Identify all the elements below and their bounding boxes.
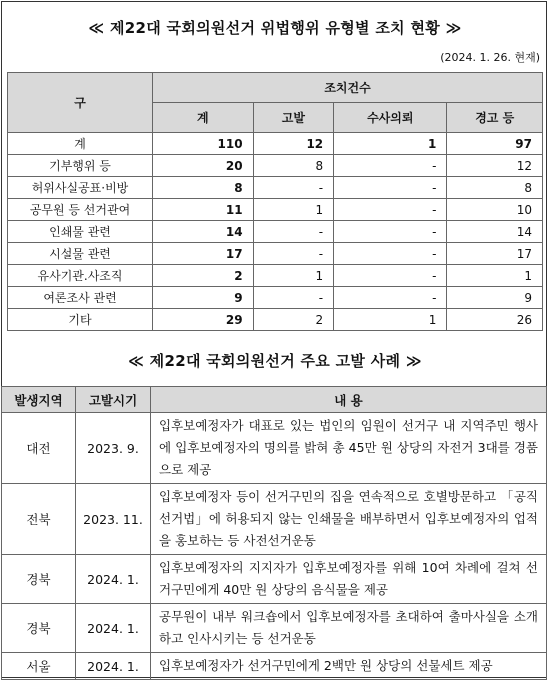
case-region: 전북 — [2, 484, 76, 555]
summary-title: ≪ 제22대 국회의원선거 위법행위 유형별 조치 현황 ≫ — [88, 19, 462, 37]
row-category: 공무원 등 선거관여 — [8, 199, 153, 221]
row-investigation: - — [334, 177, 447, 199]
row-investigation: - — [334, 243, 447, 265]
row-complaint: 1 — [253, 199, 334, 221]
summary-row — [8, 309, 543, 331]
row-category: 시설물 관련 — [8, 243, 153, 265]
row-category: 여론조사 관련 — [8, 287, 153, 309]
summary-row — [8, 155, 543, 177]
row-total: 2 — [153, 265, 254, 287]
case-when: 2024. 1. — [76, 653, 151, 680]
row-investigation: 1 — [334, 309, 447, 331]
row-complaint: 12 — [253, 133, 334, 155]
row-total: 11 — [153, 199, 254, 221]
row-investigation: - — [334, 287, 447, 309]
case-row — [2, 604, 547, 653]
row-warning: 12 — [447, 155, 543, 177]
case-region: 대전 — [2, 413, 76, 484]
case-when: 2023. 9. — [76, 413, 151, 484]
row-total: 29 — [153, 309, 254, 331]
row-complaint: 2 — [253, 309, 334, 331]
col-region: 발생지역 — [2, 387, 76, 413]
row-complaint: 1 — [253, 265, 334, 287]
row-warning: 9 — [447, 287, 543, 309]
col-warning: 경고 등 — [447, 103, 543, 133]
row-category: 인쇄물 관련 — [8, 221, 153, 243]
row-complaint: - — [253, 287, 334, 309]
row-total: 20 — [153, 155, 254, 177]
row-total: 110 — [153, 133, 254, 155]
col-total: 계 — [153, 103, 254, 133]
row-total: 17 — [153, 243, 254, 265]
case-when: 2023. 11. — [76, 484, 151, 555]
summary-row — [8, 287, 543, 309]
summary-row — [8, 199, 543, 221]
case-content: 입후보예정자가 대표로 있는 법인의 임원이 선거구 내 지역주민 행사에 입후보예정자의 명의를 밝혀 총 45만 원 상당의 자전거 3대를 경품으로 제공 — [151, 413, 547, 484]
row-complaint: - — [253, 243, 334, 265]
row-investigation: - — [334, 221, 447, 243]
row-category: 허위사실공표·비방 — [8, 177, 153, 199]
case-region: 서울 — [2, 653, 76, 680]
col-investigation: 수사의뢰 — [334, 103, 447, 133]
row-warning: 8 — [447, 177, 543, 199]
row-category: 기부행위 등 — [8, 155, 153, 177]
row-investigation: - — [334, 265, 447, 287]
cases-title: ≪ 제22대 국회의원선거 주요 고발 사례 ≫ — [128, 352, 422, 370]
summary-row — [8, 177, 543, 199]
case-region: 경북 — [2, 555, 76, 604]
row-warning: 17 — [447, 243, 543, 265]
row-investigation: 1 — [334, 133, 447, 155]
row-total: 14 — [153, 221, 254, 243]
summary-row — [8, 221, 543, 243]
case-region: 경북 — [2, 604, 76, 653]
row-warning: 26 — [447, 309, 543, 331]
case-when: 2024. 1. — [76, 555, 151, 604]
col-when: 고발시기 — [76, 387, 151, 413]
row-total: 8 — [153, 177, 254, 199]
summary-table — [7, 72, 543, 331]
row-total: 9 — [153, 287, 254, 309]
row-complaint: - — [253, 221, 334, 243]
as-of-date: (2024. 1. 26. 현재) — [440, 51, 540, 64]
case-content: 입후보예정자 등이 선거구민의 집을 연속적으로 호별방문하고 「공직선거법」에 허용되지 않는 인쇄물을 배부하면서 입후보예정자의 업적을 홍보하는 등 사전선거운동 — [151, 484, 547, 555]
case-row — [2, 555, 547, 604]
case-when: 2024. 1. — [76, 604, 151, 653]
summary-row — [8, 243, 543, 265]
header-gu: 구 — [8, 73, 153, 133]
summary-row — [8, 265, 543, 287]
case-content: 입후보예정자의 지지자가 입후보예정자를 위해 10여 차례에 걸쳐 선거구민에게 40만 원 상당의 음식물을 제공 — [151, 555, 547, 604]
summary-row — [8, 133, 543, 155]
row-category: 기타 — [8, 309, 153, 331]
case-row — [2, 653, 547, 680]
row-warning: 97 — [447, 133, 543, 155]
col-content: 내 용 — [151, 387, 547, 413]
col-complaint: 고발 — [253, 103, 334, 133]
case-row — [2, 413, 547, 484]
row-warning: 1 — [447, 265, 543, 287]
cases-table — [1, 386, 547, 680]
row-warning: 10 — [447, 199, 543, 221]
row-investigation: - — [334, 155, 447, 177]
case-row — [2, 484, 547, 555]
row-complaint: - — [253, 177, 334, 199]
row-category: 계 — [8, 133, 153, 155]
row-warning: 14 — [447, 221, 543, 243]
case-content: 공무원이 내부 워크숍에서 입후보예정자를 초대하여 출마사실을 소개하고 인사시키는 등 선거운동 — [151, 604, 547, 653]
row-investigation: - — [334, 199, 447, 221]
header-action-count: 조치건수 — [153, 73, 543, 103]
row-category: 유사기관.사조직 — [8, 265, 153, 287]
case-content: 입후보예정자가 선거구민에게 2백만 원 상당의 선물세트 제공 — [151, 653, 547, 680]
row-complaint: 8 — [253, 155, 334, 177]
